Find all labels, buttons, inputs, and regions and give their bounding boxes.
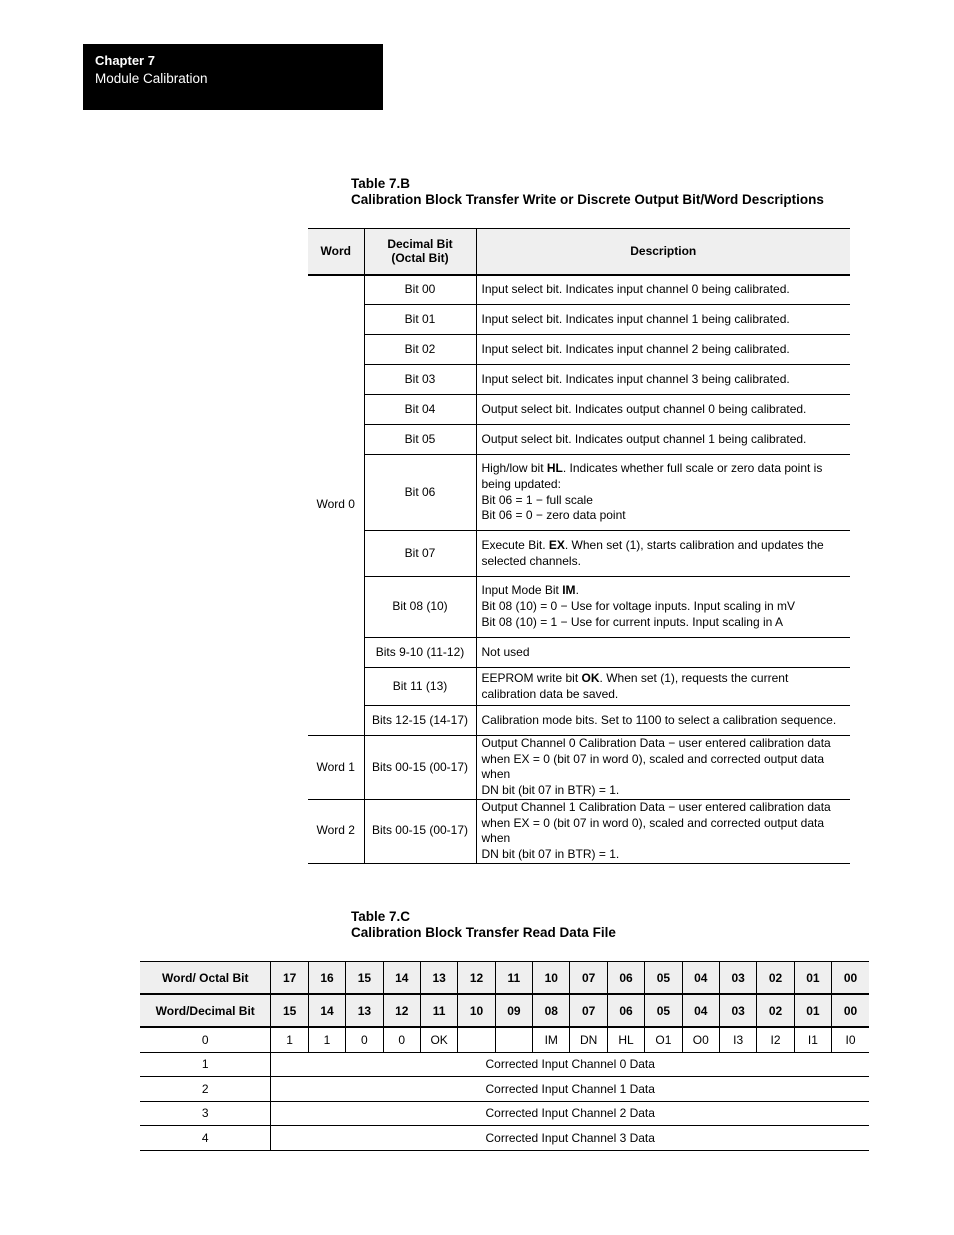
header-label: Word/Decimal Bit [140,994,271,1027]
bit-header: 10 [533,962,570,995]
bit-cell: Bit 04 [364,395,476,425]
description-cell: Input select bit. Indicates input channel 0 being calibrated. [476,275,850,305]
bit-header: 05 [645,962,682,995]
table-row [140,1126,869,1151]
bit-header: 03 [719,994,756,1027]
bit-header: 07 [570,994,607,1027]
bit-header: 12 [383,994,420,1027]
bit-header: 11 [420,994,457,1027]
chapter-number: Chapter 7 [95,53,155,68]
word-cell: 0 [140,1027,271,1052]
table-b-number: Table 7.B [351,176,411,191]
bit-cell: Bit 07 [364,531,476,577]
bit-header: 00 [832,994,869,1027]
bit-header: 11 [495,962,532,995]
bit-header: 13 [346,994,383,1027]
bit-cell: 0 [383,1027,420,1052]
col-description: Description [476,229,850,275]
bit-header: 07 [570,962,607,995]
description-cell: Calibration mode bits. Set to 1100 to select a calibration sequence. [476,706,850,736]
table-row [308,365,850,395]
table-row [140,1077,869,1102]
table-row [308,577,850,638]
table-c-title: Calibration Block Transfer Read Data File [351,925,616,940]
bit-header: 03 [719,962,756,995]
data-cell: Corrected Input Channel 2 Data [271,1101,869,1126]
bit-cell: Bit 03 [364,365,476,395]
table-b-title: Calibration Block Transfer Write or Discrete Output Bit/Word Descriptions [351,192,824,207]
table-row [140,1027,869,1052]
table-row [308,638,850,668]
table-row [308,335,850,365]
bit-cell: DN [570,1027,607,1052]
bit-header: 14 [308,994,345,1027]
description-cell: High/low bit HL. Indicates whether full scale or zero data point is being updated: Bit 06 = 1 − full scale Bit 06 = 0 − zero data point [476,455,850,531]
table-c-caption [351,909,616,941]
bit-cell: Bit 01 [364,305,476,335]
word-cell: Word 2 [308,799,364,863]
bit-cell: I2 [757,1027,794,1052]
header-label: Word/ Octal Bit [140,962,271,995]
chapter-title: Module Calibration [95,71,208,86]
octal-header-row [140,962,869,995]
table-row [140,1052,869,1077]
table-row [140,1101,869,1126]
bit-cell: Bit 02 [364,335,476,365]
bit-header: 05 [645,994,682,1027]
decimal-header-row [140,994,869,1027]
bit-header: 10 [458,994,495,1027]
description-cell: Output select bit. Indicates output channel 0 being calibrated. [476,395,850,425]
table-row [308,275,850,305]
table-row [308,736,850,800]
bit-cell: Bits 12-15 (14-17) [364,706,476,736]
col-bit: Decimal Bit (Octal Bit) [364,229,476,275]
bit-header: 04 [682,962,719,995]
bit-cell [458,1027,495,1052]
data-cell: Corrected Input Channel 0 Data [271,1052,869,1077]
word-cell: 2 [140,1077,271,1102]
description-cell: EEPROM write bit OK. When set (1), requests the current calibration data be saved. [476,668,850,706]
bit-cell: Bits 00-15 (00-17) [364,736,476,800]
description-cell: Execute Bit. EX. When set (1), starts calibration and updates the selected channels. [476,531,850,577]
bit-header: 02 [757,962,794,995]
description-cell: Output select bit. Indicates output channel 1 being calibrated. [476,425,850,455]
table-row [308,531,850,577]
table-row [308,706,850,736]
table-c [140,961,869,1151]
bit-header: 17 [271,962,308,995]
bit-header: 16 [308,962,345,995]
bit-header: 02 [757,994,794,1027]
bit-header: 12 [458,962,495,995]
bit-header: 14 [383,962,420,995]
bit-cell: O1 [645,1027,682,1052]
bit-cell: I1 [794,1027,831,1052]
description-cell: Output Channel 0 Calibration Data − user entered calibration data when EX = 0 (bit 07 in word 0), scaled and corrected output data when DN bit (bit 07 in BTR) = 1. [476,736,850,800]
description-cell: Not used [476,638,850,668]
bit-header: 01 [794,994,831,1027]
description-cell: Output Channel 1 Calibration Data − user entered calibration data when EX = 0 (bit 07 in word 0), scaled and corrected output data when DN bit (bit 07 in BTR) = 1. [476,799,850,863]
bit-header: 06 [607,962,644,995]
table-b [308,228,850,864]
bit-header: 15 [271,994,308,1027]
bit-header: 01 [794,962,831,995]
table-b-caption [351,176,824,208]
chapter-header [83,44,383,110]
description-cell: Input select bit. Indicates input channel 1 being calibrated. [476,305,850,335]
bit-cell: O0 [682,1027,719,1052]
bit-header: 15 [346,962,383,995]
table-row [308,668,850,706]
table-row [308,799,850,863]
word-cell: 4 [140,1126,271,1151]
bit-header: 00 [832,962,869,995]
description-cell: Input select bit. Indicates input channel 3 being calibrated. [476,365,850,395]
bit-cell: I3 [719,1027,756,1052]
bit-header: 09 [495,994,532,1027]
bit-cell: Bits 9-10 (11-12) [364,638,476,668]
bit-cell: HL [607,1027,644,1052]
data-cell: Corrected Input Channel 1 Data [271,1077,869,1102]
bit-header: 04 [682,994,719,1027]
bit-cell: OK [420,1027,457,1052]
word-cell: Word 0 [308,275,364,736]
table-row [308,305,850,335]
bit-cell: Bit 05 [364,425,476,455]
bit-cell: Bits 00-15 (00-17) [364,799,476,863]
word-cell: 3 [140,1101,271,1126]
table-c-number: Table 7.C [351,909,411,924]
bit-cell: Bit 06 [364,455,476,531]
bit-cell: I0 [832,1027,869,1052]
col-word: Word [308,229,364,275]
table-row [308,395,850,425]
bit-cell: 1 [308,1027,345,1052]
word-cell: Word 1 [308,736,364,800]
bit-cell: IM [533,1027,570,1052]
bit-header: 08 [533,994,570,1027]
bit-cell: 0 [346,1027,383,1052]
word-cell: 1 [140,1052,271,1077]
bit-cell: Bit 11 (13) [364,668,476,706]
table-row [308,455,850,531]
description-cell: Input select bit. Indicates input channel 2 being calibrated. [476,335,850,365]
table-row [308,425,850,455]
bit-header: 13 [420,962,457,995]
bit-cell: Bit 00 [364,275,476,305]
data-cell: Corrected Input Channel 3 Data [271,1126,869,1151]
bit-cell: 1 [271,1027,308,1052]
bit-cell: Bit 08 (10) [364,577,476,638]
bit-cell [495,1027,532,1052]
bit-header: 06 [607,994,644,1027]
description-cell: Input Mode Bit IM. Bit 08 (10) = 0 − Use for voltage inputs. Input scaling in mV Bit 08 (10) = 1 − Use for current inputs. Input scaling in A [476,577,850,638]
